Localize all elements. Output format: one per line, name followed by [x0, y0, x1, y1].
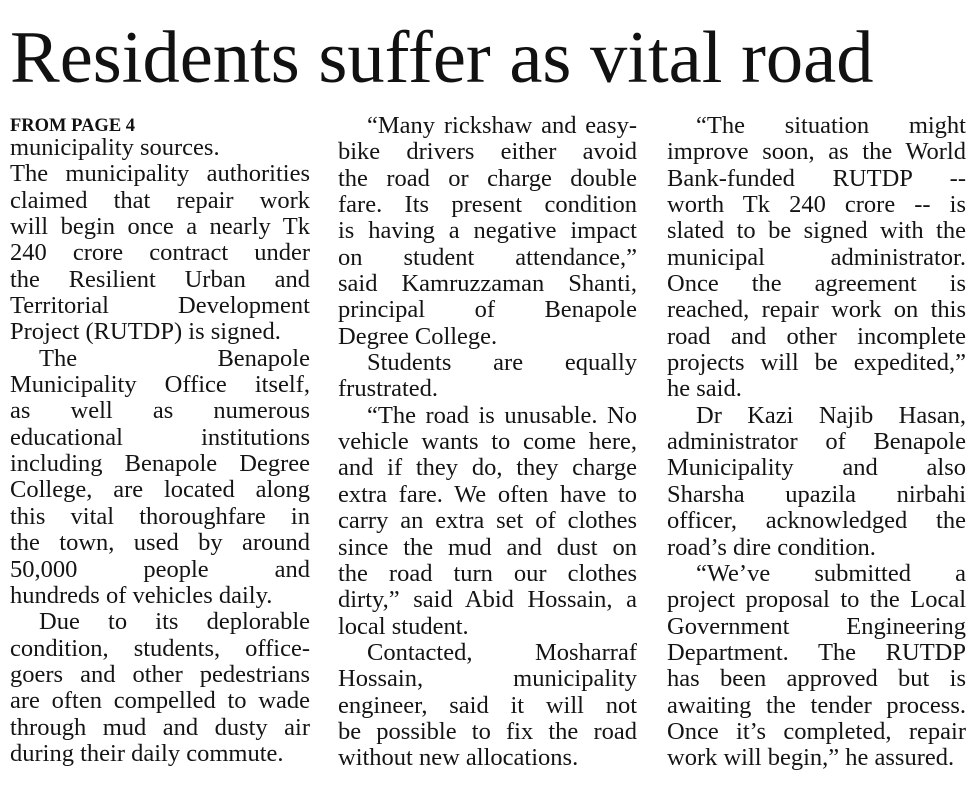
text-line: Territorial Development — [10, 293, 310, 320]
text-line: Municipality Office itself, — [10, 372, 310, 399]
text-line: dirty,” said Abid Hossain, a — [338, 587, 637, 614]
paragraph — [667, 113, 966, 403]
text-line: Department. The RUTDP — [667, 639, 966, 666]
text-line: improve soon, as the World — [667, 139, 966, 166]
text-line: and if they do, they charge — [338, 455, 637, 482]
text-line: administrator of Benapole — [667, 429, 966, 456]
text-line: Once it’s completed, repair — [667, 718, 966, 745]
text-line: officer, acknowledged the — [667, 508, 966, 535]
text-line: Government Engineering — [667, 613, 966, 640]
article-column-2 — [338, 113, 637, 772]
text-line: 240 crore contract under — [10, 240, 310, 267]
text-line: Bank-funded RUTDP -- — [667, 165, 966, 192]
text-line: said Kamruzzaman Shanti, — [338, 271, 637, 298]
text-line: is having a negative impact — [338, 218, 637, 245]
text-line: Project (RUTDP) is signed. — [10, 319, 281, 346]
text-line: slated to be signed with the — [667, 218, 966, 245]
text-line: Hossain, municipality — [338, 666, 637, 693]
text-line: “The situation might — [696, 113, 966, 139]
paragraph — [10, 346, 310, 609]
text-line: Degree College. — [338, 323, 498, 350]
text-line: the road turn our clothes — [338, 560, 637, 587]
text-line: Due to its deplorable — [39, 609, 310, 636]
text-line: as well as numerous — [10, 398, 310, 425]
text-line: local student. — [338, 613, 469, 640]
paragraph — [338, 113, 637, 350]
text-line: the road or charge double — [338, 165, 637, 192]
text-line: the Resilient Urban and — [10, 266, 310, 293]
text-line: municipality sources. — [10, 135, 220, 161]
text-line: municipal administrator. — [667, 244, 966, 271]
text-line: Students are equally — [367, 350, 637, 377]
text-line: goers and other pedestrians — [10, 661, 310, 688]
text-line: Contacted, Mosharraf — [367, 639, 637, 666]
text-line: bike drivers either avoid — [338, 139, 637, 166]
text-line: road and other incomplete — [667, 323, 966, 350]
text-line: on student attendance,” — [338, 244, 637, 271]
text-line: The municipality authorities — [10, 161, 310, 188]
text-line: without new allocations. — [338, 745, 579, 772]
text-line: hundreds of vehicles daily. — [10, 582, 273, 609]
text-line: project proposal to the Local — [667, 587, 966, 614]
text-line: including Benapole Degree — [10, 451, 310, 478]
paragraph — [667, 403, 966, 561]
text-line: he said. — [667, 376, 742, 403]
text-line: “The road is unusable. No — [367, 402, 637, 429]
paragraph — [667, 561, 966, 772]
paragraph — [338, 403, 637, 640]
text-line: The Benapole — [39, 345, 310, 372]
text-line: this vital thoroughfare in — [10, 503, 310, 530]
paragraph — [10, 135, 310, 161]
text-line: during their daily commute. — [10, 740, 284, 767]
text-line: through mud and dusty air — [10, 714, 310, 741]
text-line: awaiting the tender process. — [667, 692, 966, 719]
text-line: frustrated. — [338, 376, 438, 403]
article-column-3 — [667, 113, 966, 772]
text-line: principal of Benapole — [338, 297, 637, 324]
text-line: projects will be expedited,” — [667, 350, 966, 377]
jump-label: FROM PAGE 4 — [10, 116, 136, 136]
text-line: reached, repair work on this — [667, 297, 966, 324]
text-line: the town, used by around — [10, 530, 310, 557]
text-line: carry an extra set of clothes — [338, 508, 637, 535]
text-line: 50,000 people and — [10, 556, 310, 583]
text-line: College, are located along — [10, 477, 310, 504]
paragraph — [338, 640, 637, 772]
text-line: work will begin,” he assured. — [667, 745, 955, 772]
text-line: be possible to fix the road — [338, 718, 637, 745]
text-line: since the mud and dust on — [338, 534, 637, 561]
text-line: Once the agreement is — [667, 271, 966, 298]
text-line: fare. Its present condition — [338, 192, 637, 219]
paragraph — [10, 609, 310, 767]
text-line: are often compelled to wade — [10, 688, 310, 715]
text-line: worth Tk 240 crore -- is — [667, 192, 966, 219]
text-line: claimed that repair work — [10, 187, 310, 214]
text-line: “We’ve submitted a — [696, 560, 966, 587]
text-line: Sharsha upazila nirbahi — [667, 481, 966, 508]
text-line: condition, students, office- — [10, 635, 310, 662]
text-line: Municipality and also — [667, 455, 966, 482]
text-line: road’s dire condition. — [667, 534, 876, 561]
article-column-1 — [10, 135, 310, 767]
text-line: educational institutions — [10, 424, 310, 451]
text-line: “Many rickshaw and easy- — [367, 113, 637, 139]
paragraph — [338, 350, 637, 403]
text-line: will begin once a nearly Tk — [10, 214, 310, 241]
text-line: vehicle wants to come here, — [338, 429, 637, 456]
text-line: has been approved but is — [667, 666, 966, 693]
paragraph — [10, 161, 310, 345]
text-line: engineer, said it will not — [338, 692, 637, 719]
text-line: Dr Kazi Najib Hasan, — [696, 402, 966, 429]
text-line: extra fare. We often have to — [338, 481, 637, 508]
headline: Residents suffer as vital road — [10, 17, 874, 99]
